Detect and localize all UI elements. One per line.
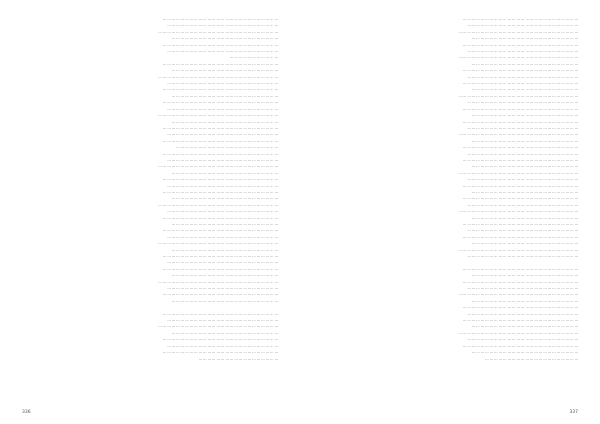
text-line: … … … … … … … … … … … … … … … … … … … … … … … … … … … — [458, 29, 578, 34]
text-line: … … … … … … … … … … … … … … … … … … … … … … … … … … — [462, 343, 578, 348]
text-line: … … … … … … … … … … … … … … … … … … … … … … … … … — [467, 49, 578, 54]
text-line: … … … … … … … … … … … … … … … … … … … … … … … … … … — [162, 311, 278, 316]
text-line: … … … … … … … … … … … … … … … … … … … … … … … … … … — [462, 106, 578, 111]
text-line: … … … … … … … … … … … … … … … … … … … … … … … … … — [467, 177, 578, 182]
text-line: … … … … … … … … … … … … … … … … … … … … … … … … … … — [162, 87, 278, 92]
text-line: … … … … … … … … … … … … … … … … … … … … … … … … — [471, 113, 578, 118]
text-line: … … … … … … … … … … … … … … … … … … … … … … … … … — [167, 106, 278, 111]
text-line: … … … … … … … … … … … … … … … … … … … … … … … … … — [167, 157, 278, 162]
right-page-number: 337 — [569, 410, 578, 415]
right-page — [300, 0, 600, 424]
text-line: … … … … … … … … … … … … … … … … … … … … … … … … … … — [462, 17, 578, 21]
text-line: … … … … … … … … … … … … … … … … … … … … … … … … — [171, 68, 278, 73]
text-line: … … … … … … … … … … … … … … … … … … … … … … … … … … — [462, 145, 578, 150]
text-line: … … … … … … … … … … … … … … … … … … … … … … … … … — [467, 228, 578, 233]
text-line: … … … … … … … … … … … … … … … … … … … … … … … … … … — [462, 157, 578, 162]
text-line: … … … … … … … … … … … … … … … … … … … … … … … … … … — [462, 42, 578, 47]
text-line: … … … … … … … … … … … … … … … … … … … … … … … … — [171, 119, 278, 124]
text-line: … … … … … … … … … … … … … … … … … … … … … … … … … — [467, 125, 578, 130]
text-line: … … … … … … … … … … … … … … … … … … … … … … … … … … … — [458, 292, 578, 297]
right-page-text — [322, 16, 578, 362]
text-line: … … … … … … … … … … … … … … … … … … … … … … … … … — [167, 49, 278, 54]
text-line: … … … … … … … … … … … … … … … … … … … … … … … … — [171, 247, 278, 252]
text-line: … … … … … … … … … … … … … … … … … … … … … … … … … … … — [458, 132, 578, 137]
text-line: … … … … … … … … … … … … … … … … … … … … … … … — [176, 145, 278, 150]
text-line: … … … … … … … … … … … … … … … … … … … … … … … … … … — [162, 177, 278, 182]
text-line: … … … … … … … … … … … — [229, 55, 278, 60]
text-line: … … … … … … … … … … … … … … … … … … … … … … … … — [171, 330, 278, 335]
text-line: … … … … … … … … … … … … … … … … … … … … … … … … … … — [162, 292, 278, 297]
text-line: … … … … … … … … … … … … … … … … … … … … … … … … … … — [462, 279, 578, 284]
text-line: … … … … … … … … … … … … … … … … … … … … … … … … … … — [162, 266, 278, 271]
text-line: … … … … … … … … … … … … … … … … … … … … … … … … … — [167, 234, 278, 239]
text-line: … … … … … … … … … … … … … … … … … … … … … … … … — [471, 298, 578, 303]
text-line: … … … … … … … … … … … … … … … … … … … … … … … … — [171, 196, 278, 201]
text-line: … … … … … … … … … … … … … … … … … … … … … … … … … … … — [158, 324, 278, 329]
text-line: … … … … … … … … … … … … … … … … … … … … … … … … … … — [162, 350, 278, 355]
text-line: … … … … … … … … … … … … … … … … … … … … … … … … … … — [462, 222, 578, 226]
text-line: … … … … … … … … … … … … … … … … … … … … … … … … — [471, 241, 578, 246]
text-line: … … … … … … … … … … … … … … … … … … … … … … … … … … — [162, 138, 278, 143]
text-line: … … … … … … … … … … … … … … … … … … … … … … … … … — [167, 81, 278, 86]
left-page-text — [22, 16, 278, 362]
text-line: … … … … … … … … … … … … … … … … … … … … … … … … — [471, 189, 578, 194]
text-line: … … … … … … … … … … … … … … … … … … … … … … … … … … — [462, 305, 578, 310]
text-line: … … … … … … … … … … … … … … … … … … … … … … … … … … … — [158, 164, 278, 169]
text-line: … … … … … … … … … … … … … … … … … … … … … … … … … … — [462, 266, 578, 271]
text-line: … … … … … … … … … … … … … … … … … … … … … … … … — [471, 350, 578, 355]
text-line: … … … … … … … … … … … … … … … … … … … … … … … … … — [167, 209, 278, 214]
text-line: … … … … … … … … … … … … … … … … … … … … … … … … … — [167, 183, 278, 188]
text-line: … … … … … … … … … … … … … … … … … … … … … … … … … — [467, 100, 578, 105]
text-line: … … … … … … … … … … … … … … … … … … … … … … … … … — [467, 337, 578, 342]
text-line: … … … … … … … … … … … … … … … … … … … … … … … … … — [467, 311, 578, 316]
text-line: … … … … … … … … … … … … … … … … … … … … … … … … — [471, 138, 578, 143]
text-line: … … … … … … … … … … … … … … … … … … … … … … … … … … — [162, 61, 278, 66]
text-line: … … … … … … … … … … … … … … … … … … … … … … … … … … … — [158, 113, 278, 118]
text-line: … … … … … … … … … … … … … … … … … … … … … … … … … — [167, 260, 278, 265]
text-line: … … … … … … … … … … … … … … … … … … … … … … … … … … … — [158, 279, 278, 284]
text-line: … … … … … … … … … … … … … … … … … … … … … … … … … — [167, 23, 278, 28]
text-line: … … … … … … … … … … … … … … … … … … … … … … … … … … — [162, 100, 278, 105]
text-line: … … … … … … … … … … … … … … … … … … … … … … … … … … — [162, 215, 278, 220]
text-line: … … … … … … … … … … … … … … … … … … … … … … … … … … — [462, 81, 578, 86]
text-line: … … … … … … … … … … … … … … … … … … … … … … … … … … — [462, 119, 578, 124]
text-line: … … … … … … … … … … … … … … … … … … … … … … … … … … — [162, 42, 278, 47]
text-line: … … … … … … … … … … … … … … … … … … … … … … … … … … — [462, 318, 578, 323]
text-line: … … … … … … … … … … … … … … … … … … … … … … … … — [171, 222, 278, 226]
text-line: … … … … … … … … … … … … … … … … … … … … … … … … … — [167, 318, 278, 323]
text-line: … … … … … … … … … … … … … … … … … … … … … … … … … … — [462, 196, 578, 201]
text-line: … … … … … … … … … … … … … … … … … … … … … … … … — [471, 87, 578, 92]
text-line: … … … … … … … … … … … … … … … … … … … … … … … … … … — [162, 189, 278, 194]
text-line: … … … … … … … … … … … … … … … … … … … … … … … … … … — [462, 183, 578, 188]
text-line: … … … … … … … … … … … … … … … … … … … … … … … … … — [467, 202, 578, 207]
text-line: … … … … … … … … … … … … … … … … … … … … … … … … — [171, 273, 278, 278]
text-line: … … … … … … … … … … … … … … … … … … … … … … … … — [171, 170, 278, 175]
text-line: … … … … … … … … … … … … … … … … … … … … … … … … — [471, 215, 578, 220]
text-line: … … … … … … … … … … … … … … … … … … … … … … … … … — [467, 74, 578, 79]
text-line: … … … … … … … … … … … … … … … … … … … … … … … … … — [467, 254, 578, 259]
text-line: … … … … … … … … … … … … … … … … … … … … … … … … — [471, 164, 578, 169]
text-line: … … … … … … … … … … … … … … … … … … … … … … … … … … — [462, 234, 578, 239]
text-line: … … … … … … … … … … … … … … … … … … … … … … … … … — [467, 151, 578, 156]
text-line: … … … … … … … … … … … … … … … … … … … … … … … … — [171, 93, 278, 98]
text-line: … … … … … … … … … … … … … … … … … … … … … … … … … — [467, 23, 578, 28]
text-line: … … … … … … … … … … … … … … … … … … … … … … … … … … … — [458, 247, 578, 252]
text-line: … … … … … … … … … … … … … … … … … … … … … … … … … … — [162, 337, 278, 342]
left-page-number: 336 — [22, 410, 31, 415]
text-line: … … … … … … … … … … … … … … … … … … … … … … … … … — [467, 286, 578, 291]
text-line: … … … … … … … … … … … … … … … … … … … … … … … … … … … — [458, 330, 578, 335]
text-line: … … … … … … … … … … … … … … … … … … … … … … … … … … … — [158, 29, 278, 34]
text-line: … … … … … … … … … … … … … … … … … … … … … … … … … — [167, 286, 278, 291]
text-line: … … … … … … … … … … … … … … … … … … … … … … … … — [171, 36, 278, 41]
text-line: … … … … … … … … … … … … … … … … … … … … … … … … … — [167, 343, 278, 348]
text-line: … … … … … … … … … … … … … … … … … … … … … … … … … … … — [158, 202, 278, 207]
text-line: … … … … … … … … … … … … … … … … … … … … … … … … — [171, 298, 278, 303]
text-line: … … … … … … … … … … … … … … … … … … … … … … … … — [471, 273, 578, 278]
text-line: … … … … … … … … … … … … … … … … … … … … … — [485, 356, 578, 361]
text-line: … … … … … … … … … … … … … … … … … … … … … … … … … … … — [458, 93, 578, 98]
text-line: … … … … … … … … … … … … … … … … … … … … … … … … — [471, 61, 578, 66]
text-line: … … … … … … … … … … … … … … … … … … … … … … … … … … … — [458, 170, 578, 175]
text-line: … … … … … … … … … … … … … … … … … … … … … … … … … … … — [158, 74, 278, 79]
text-line: … … … … … … … … … … … … … … … … … … … … … … … … … — [167, 132, 278, 137]
text-line: … … … … … … … … … … … … … … … … … … … … … … … … … … — [162, 254, 278, 259]
text-line: … … … … … … … … … … … … … … … … … … … … … … … … … … — [162, 125, 278, 130]
text-line: … … … … … … … … … … … … … … … … … … … … … … … … … … … — [458, 209, 578, 214]
text-line: … … … … … … … … … … … … … … … … … … … … … … … … — [471, 324, 578, 329]
text-line: … … … … … … … … … … … … … … … … … … … … … … … … … … … — [158, 241, 278, 246]
text-line: … … … … … … … … … … … … … … … … … … … … … … … … … … — [462, 68, 578, 73]
text-line: … … … … … … … … … … … … … … … … … … … … … … … … — [471, 36, 578, 41]
text-line: … … … … … … … … … … … … … … … … … … … … … … … … … … — [162, 151, 278, 156]
text-line: … … … … … … … … … … … … … … … … … … … … … … … … … … — [162, 228, 278, 233]
text-line: … … … … … … … … … … … … … … … … … … — [198, 356, 278, 361]
text-line: … … … … … … … … … … … … … … … … … … … … … … … … … … … — [458, 55, 578, 60]
text-line: … … … … … … … … … … … … … … … … … … … … … … … … … … — [162, 17, 278, 21]
